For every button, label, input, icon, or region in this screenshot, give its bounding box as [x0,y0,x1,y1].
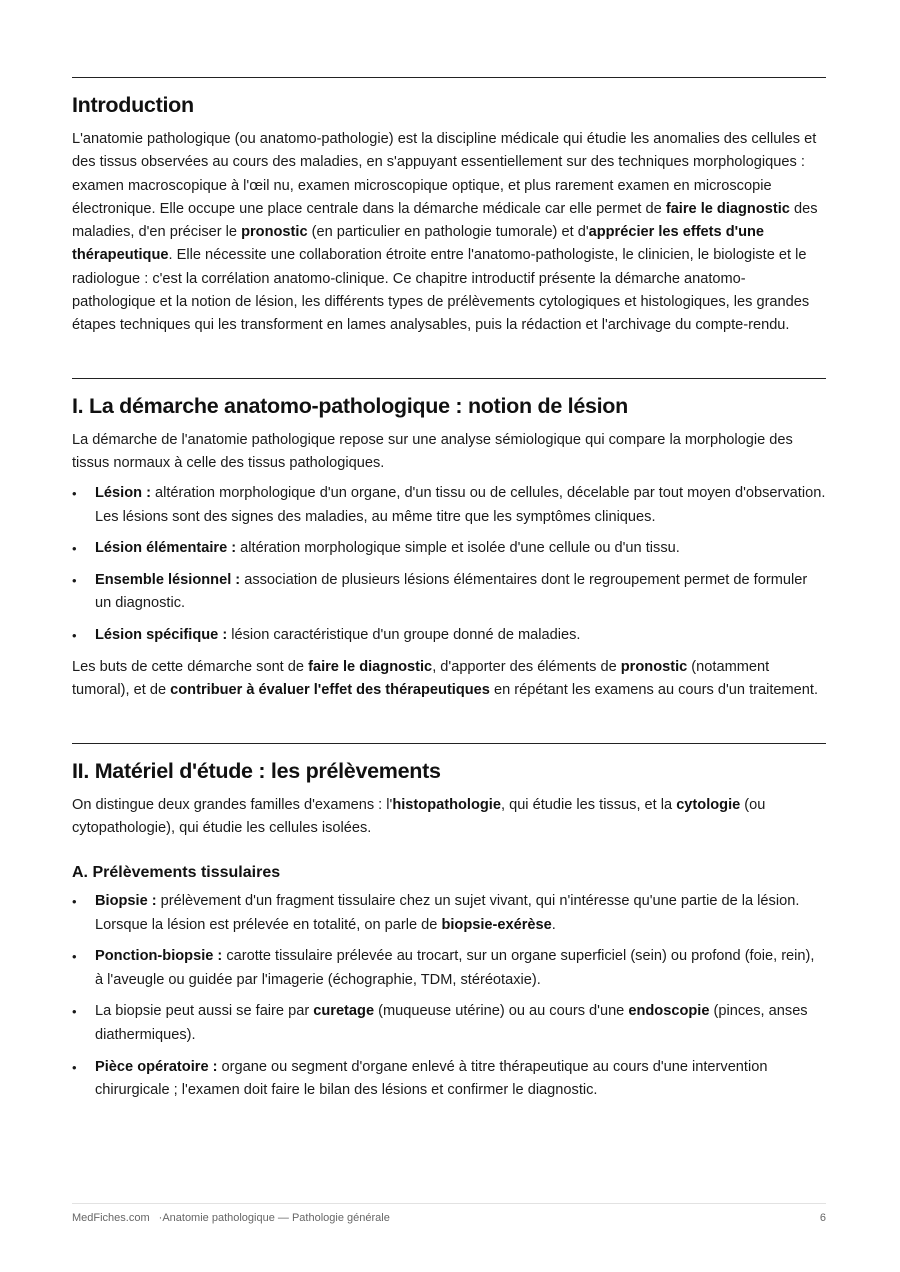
section-title: Introduction [72,93,194,117]
section-introduction [72,77,826,338]
list-item: • Lésion spécifique : lésion caractéristique d'un groupe donné de maladies. [72,624,826,647]
section-title: II. Matériel d'étude : les prélèvements [72,758,441,783]
footer-site: MedFiches.com [72,1212,150,1224]
list-item: • Lésion élémentaire : altération morphologique simple et isolée d'une cellule ou d'un tissu. [72,537,826,560]
section-prelevements [72,743,826,1102]
paragraph: Les buts de cette démarche sont de faire le diagnostic, d'apporter des éléments de pronostic (notamment tumoral), et de contribuer à évaluer l'effet des thérapeutiques en répétant les examens au cours d'un traitement. [72,659,819,699]
section-lesion [72,378,826,703]
bullet-icon: • [72,894,77,910]
prelevement-list [72,890,826,1102]
bullet-icon: • [72,541,77,557]
footer-separator: · [158,1212,163,1224]
section-title: I. La démarche anatomo-pathologique : notion de lésion [72,393,628,418]
bullet-icon: • [72,1004,77,1020]
footer-document: Anatomie pathologique — Pathologie générale [162,1212,390,1224]
list-item: • La biopsie peut aussi se faire par curetage (muqueuse utérine) ou au cours d'une endoscopie (pinces, anses diathermiques). [72,1000,826,1047]
bullet-icon: • [72,628,77,644]
bullet-icon: • [72,1059,77,1075]
subsection-title: A. Prélèvements tissulaires [72,864,281,882]
list-item: • Biopsie : prélèvement d'un fragment tissulaire chez un sujet vivant, qui n'intéresse qu'une partie de la lésion. Lorsque la lésion est prélevée en totalité, on parle de biopsie-exérèse. [72,890,826,937]
bullet-icon: • [72,573,77,589]
paragraph: La démarche de l'anatomie pathologique repose sur une analyse sémiologique qui compare la morphologie des tissus normaux à celle des tissus pathologiques. [72,431,793,471]
intro-paragraph: L'anatomie pathologique (ou anatomo-pathologie) est la discipline médicale qui étudie les anomalies des cellules et des tissus observées au cours des maladies, en s'appuyant essentiellement sur des techniques morphologiques : examen macroscopique à l'œil nu, examen microscopique optique, et plus rarement examen en microscopie électronique. Elle occupe une place centrale dans la démarche médicale car elle permet de faire le diagnostic des maladies, d'en préciser le pronostic (en particulier en pathologie tumorale) et d'apprécier les effets d'une thérapeutique. Elle nécessite une collaboration étroite entre l'anatomo-pathologiste, le clinicien, le biologiste et le radiologue : c'est la corrélation anatomo-clinique. Ce chapitre introductif présente la démarche anatomo-pathologique et la notion de lésion, les différents types de prélèvements cytologiques et histologiques, les grandes étapes techniques qui les transforment en lames analysables, puis la rédaction et l'archivage du compte-rendu. [72,131,818,334]
list-item: • Lésion : altération morphologique d'un organe, d'un tissu ou de cellules, décelable par tout moyen d'observation. Les lésions sont des signes des maladies, au même titre que les symptômes cliniques. [72,482,826,529]
bullet-icon: • [72,486,77,502]
definition-list [72,482,826,647]
page-number: 6 [819,1212,826,1224]
paragraph: On distingue deux grandes familles d'examens : l'histopathologie, qui étudie les tissus, et la cytologie (ou cytopathologie), qui étudie les cellules isolées. [72,796,766,836]
list-item: • Pièce opératoire : organe ou segment d'organe enlevé à titre thérapeutique au cours d'une intervention chirurgicale ; l'examen doit faire le bilan des lésions et confirmer le diagnostic. [72,1056,826,1103]
page-content [72,0,826,1111]
page-footer [72,1203,826,1225]
list-item: • Ponction-biopsie : carotte tissulaire prélevée au trocart, sur un organe superficiel (sein) ou profond (foie, rein), à l'aveugle ou guidée par l'imagerie (échographie, TDM, stéréotaxie). [72,945,826,992]
bullet-icon: • [72,949,77,965]
list-item: • Ensemble lésionnel : association de plusieurs lésions élémentaires dont le regroupement permet de formuler un diagnostic. [72,569,826,616]
